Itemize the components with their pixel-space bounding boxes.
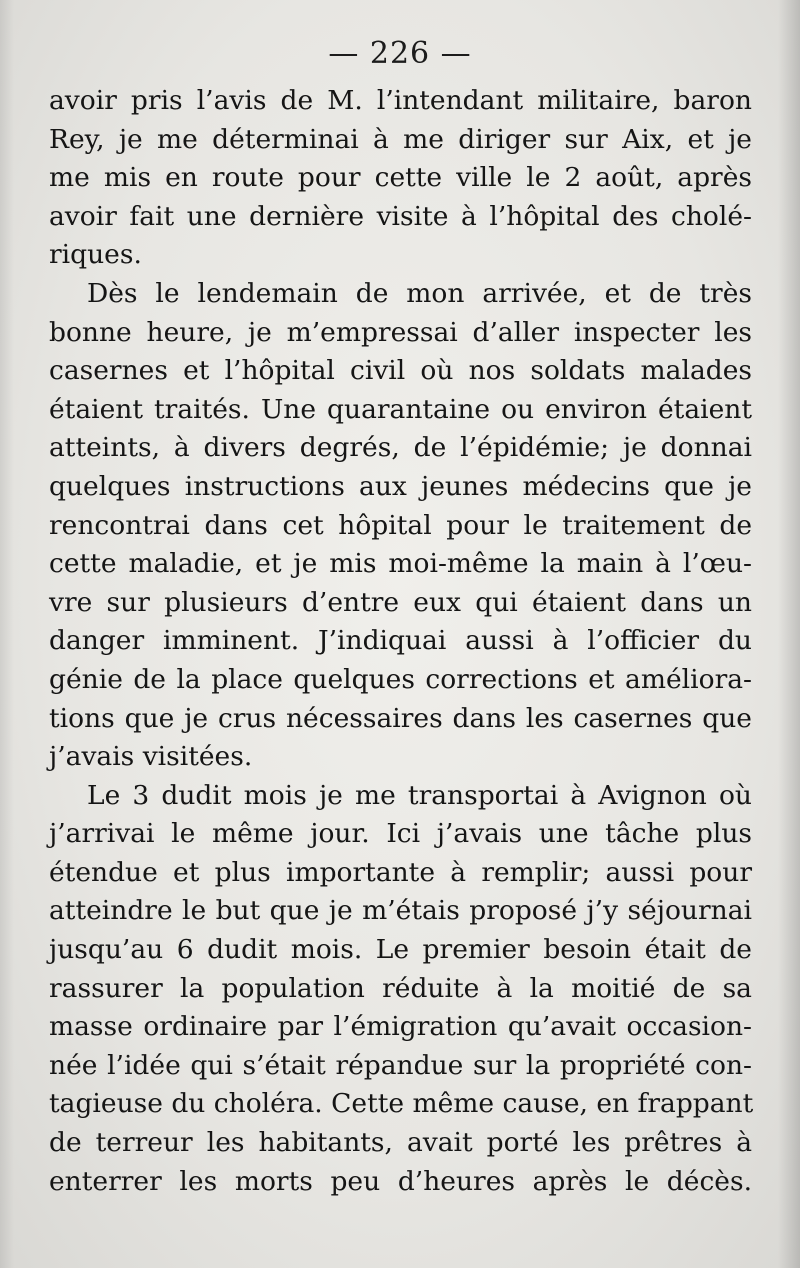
text-line: Rey, je me déterminai à me diriger sur Aix, et je <box>49 123 752 155</box>
text-line: j’arrivai le même jour. Ici j’avais une tâche plus <box>49 818 752 850</box>
text-line: cette maladie, et je mis moi-même la main à l’œu- <box>49 548 752 580</box>
text-line: tions que je crus nécessaires dans les casernes que <box>49 702 752 734</box>
text-line: rencontrai dans cet hôpital pour le traitement de <box>49 509 752 541</box>
text-line: atteints, à divers degrés, de l’épidémie; je donnai <box>49 432 752 464</box>
text-line: me mis en route pour cette ville le 2 août, après <box>49 162 752 194</box>
text-line: rassurer la population réduite à la moitié de sa <box>49 972 752 1004</box>
text-line: jusqu’au 6 dudit mois. Le premier besoin était de <box>49 934 752 966</box>
text-line: avoir fait une dernière visite à l’hôpital des cholé- <box>49 200 752 232</box>
text-line: avoir pris l’avis de M. l’intendant militaire, baron <box>49 85 752 116</box>
body-text <box>49 82 752 1201</box>
text-line: étaient traités. Une quarantaine ou environ étaient <box>49 393 752 425</box>
text-line: de terreur les habitants, avait porté les prêtres à <box>49 1127 752 1159</box>
text-line: vre sur plusieurs d’entre eux qui étaient dans un <box>49 586 752 618</box>
text-line: née l’idée qui s’était répandue sur la propriété con- <box>49 1049 752 1081</box>
text-line: bonne heure, je m’empressai d’aller inspecter les <box>49 316 752 348</box>
text-line: Le 3 dudit mois je me transportai à Avignon où <box>87 779 752 811</box>
page-right-shadow <box>778 0 800 1268</box>
page-number: — 226 — <box>328 36 472 71</box>
text-line: danger imminent. J’indiquai aussi à l’officier du <box>49 625 752 657</box>
text-line: quelques instructions aux jeunes médecins que je <box>49 470 752 502</box>
text-line: étendue et plus importante à remplir; aussi pour <box>49 856 752 888</box>
text-line: tagieuse du choléra. Cette même cause, en frappant <box>49 1088 754 1120</box>
text-line: enterrer les morts peu d’heures après le décès. <box>49 1165 752 1197</box>
text-line: Dès le lendemain de mon arrivée, et de très <box>87 277 752 309</box>
text-line: riques. <box>49 239 142 271</box>
text-line: masse ordinaire par l’émigration qu’avait occasion- <box>49 1011 752 1043</box>
text-line: j’avais visitées. <box>49 741 253 773</box>
page-left-shadow <box>0 0 14 1268</box>
text-line: casernes et l’hôpital civil où nos soldats malades <box>49 355 752 387</box>
text-line: génie de la place quelques corrections et améliora- <box>49 663 752 695</box>
text-line: atteindre le but que je m’étais proposé j’y séjournai <box>49 895 752 927</box>
